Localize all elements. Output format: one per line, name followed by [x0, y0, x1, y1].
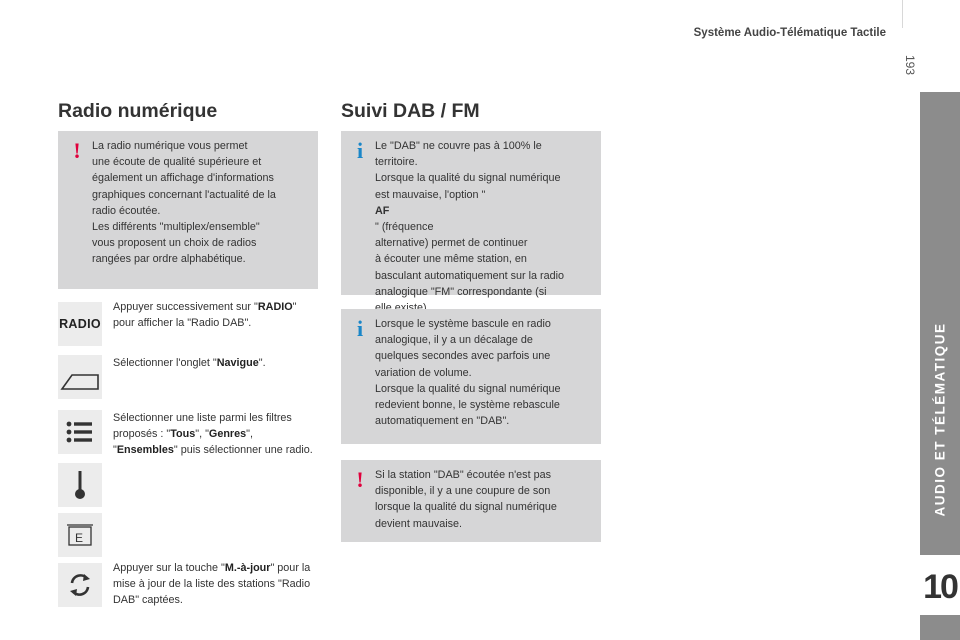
warning-icon: !	[356, 467, 364, 492]
sidebar-chapter-label: AUDIO ET TÉLÉMATIQUE	[932, 322, 948, 517]
guitar-pick-icon	[65, 467, 95, 503]
info-box-dab-coverage	[341, 131, 601, 298]
warning-text: La radio numérique vous permet une écoute de qualité supérieure et également un affichage d'informations graphiques concernant l'actualité de la radio écoutée. Les différents "multiplex/ensemble" vous proposent un choix de radios rangées par ordre alphabétique.	[92, 140, 276, 266]
tab-shape-icon	[58, 357, 102, 397]
warning-icon: !	[73, 138, 81, 163]
info-icon: i	[356, 138, 364, 163]
navigate-tab-icon	[58, 355, 102, 399]
radio-icon-label: RADIO	[59, 317, 101, 331]
genre-filter-icon	[58, 463, 102, 507]
header-title: Système Audio-Télématique Tactile	[693, 27, 886, 39]
heading-radio-numerique: Radio numérique	[58, 100, 218, 122]
step-select-filter: Sélectionner une liste parmi les filtres proposés : "Tous", "Genres", "Ensembles" puis sélectionner une radio.	[113, 412, 313, 457]
info-icon: i	[356, 316, 364, 341]
info-text-switch: Lorsque le système bascule en radio analogique, il y a un décalage de quelques secondes avec parfois une variation de volume. Lorsque la qualité du signal numérique redevient bonne, le système rebascule automatiquement en "DAB".	[375, 318, 561, 428]
update-button-icon	[58, 563, 102, 607]
step-press-radio: Appuyer successivement sur "RADIO" pour afficher la "Radio DAB".	[113, 301, 297, 330]
warning-box-dab-unavailable	[341, 460, 601, 542]
step-press-update: Appuyer sur la touche "M.-à-jour" pour la mise à jour de la liste des stations "Radio DAB" captées.	[113, 562, 311, 607]
info-text-coverage: Le "DAB" ne couvre pas à 100% le territoire. Lorsque la qualité du signal numérique est mauvaise, l'option " AF " (fréquence alternative) permet de continuer à écouter une même station, en basculant automatiquement sur la radio analogique "FM" correspondante (si	[375, 140, 565, 298]
ensemble-icon-letter: E	[75, 531, 84, 545]
radio-button-icon	[58, 302, 102, 346]
chapter-number: 10	[923, 568, 957, 606]
list-icon	[65, 419, 95, 445]
page-number: 193	[903, 54, 917, 76]
list-filter-icon	[58, 410, 102, 454]
info-box-switch-delay	[341, 309, 601, 444]
header-divider	[902, 0, 903, 28]
refresh-icon	[65, 570, 95, 600]
heading-suivi-dab-fm: Suivi DAB / FM	[341, 100, 480, 122]
warning-box-radio-numerique	[58, 131, 318, 289]
ensemble-list-icon	[64, 520, 96, 550]
step-select-navigue: Sélectionner l'onglet "Navigue".	[113, 357, 266, 369]
ensemble-filter-icon	[58, 513, 102, 557]
warning-text-unavailable: Si la station "DAB" écoutée n'est pas disponible, il y a une coupure de son lorsque la qualité du signal numérique devient mauvaise.	[375, 469, 557, 530]
